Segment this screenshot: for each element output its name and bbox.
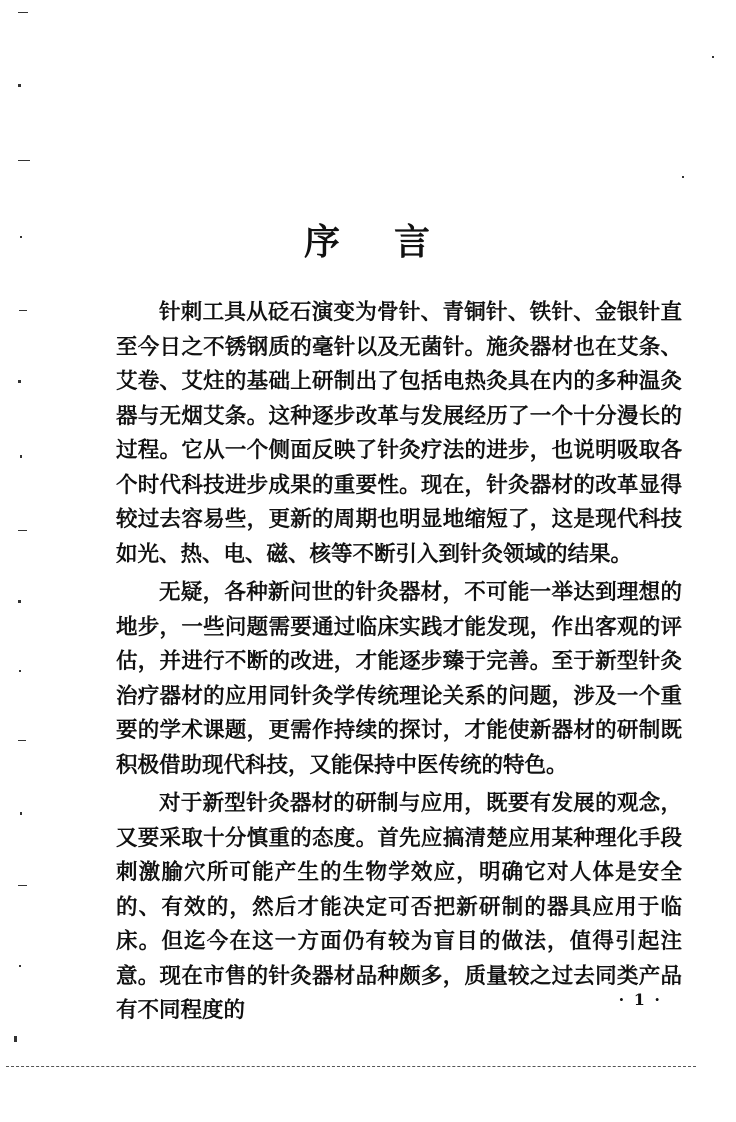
scan-mark bbox=[682, 176, 684, 178]
scan-mark bbox=[18, 740, 26, 741]
paragraph-1: 针刺工具从砭石演变为骨针、青铜针、铁针、金银针直至今日之不锈钢质的毫针以及无菌针。施灸器材也在艾条、艾卷、艾炷的基础上研制出了包括电热灸具在内的多种温灸器与无烟艾条。这种逐步改革与发展经历了一个十分漫长的过程。它从一个侧面反映了针灸疗法的进步，也说明吸取各个时代科技进步成果的重要性。现在，针灸器材的改革显得较过去容易些，更新的周期也明显地缩短了，这是现代科技如光、热、电、磁、核等不断引入到针灸领域的结果。 bbox=[116, 300, 682, 567]
scan-mark bbox=[19, 670, 21, 672]
paragraph-3: 对于新型针灸器材的研制与应用，既要有发展的观念，又要采取十分慎重的态度。首先应搞清楚应用某种理化手段刺激腧穴所可能产生的生物学效应，明确它对人体是安全的、有效的，然后才能决定可否把新研制的器具应用于临床。但迄今在这一方面仍有较为盲目的做法，值得引起注意。现在市售的针灸器材品种颇多，质量较之过去同类产品有不同程度的 bbox=[116, 791, 682, 1023]
scan-mark bbox=[18, 380, 21, 383]
scan-mark bbox=[20, 455, 22, 458]
scan-mark bbox=[18, 84, 21, 87]
title-char-1: 序 bbox=[303, 221, 342, 263]
scan-mark bbox=[712, 56, 714, 58]
scan-bottom-line bbox=[6, 1066, 696, 1067]
title-char-2: 言 bbox=[394, 221, 433, 263]
scan-mark bbox=[18, 160, 30, 161]
scan-mark bbox=[14, 1036, 17, 1042]
scan-mark bbox=[20, 812, 22, 815]
scan-mark bbox=[18, 885, 27, 886]
scan-mark bbox=[18, 530, 27, 531]
scan-mark bbox=[18, 600, 21, 603]
scan-mark bbox=[20, 236, 22, 238]
scan-mark bbox=[18, 12, 28, 13]
page-number: · 1 · bbox=[618, 990, 662, 1009]
paragraph-2: 无疑，各种新问世的针灸器材，不可能一举达到理想的地步，一些问题需要通过临床实践才能发现，作出客观的评估，并进行不断的改进，才能逐步臻于完善。至于新型针灸治疗器材的应用同针灸学传统理论关系的问题，涉及一个重要的学术课题，更需作持续的探讨，才能使新器材的研制既积极借助现代科技，又能保持中医传统的特色。 bbox=[116, 580, 682, 778]
scan-mark bbox=[19, 965, 21, 967]
scan-mark bbox=[19, 310, 27, 311]
page-title bbox=[0, 214, 736, 265]
body-text bbox=[116, 296, 682, 1029]
